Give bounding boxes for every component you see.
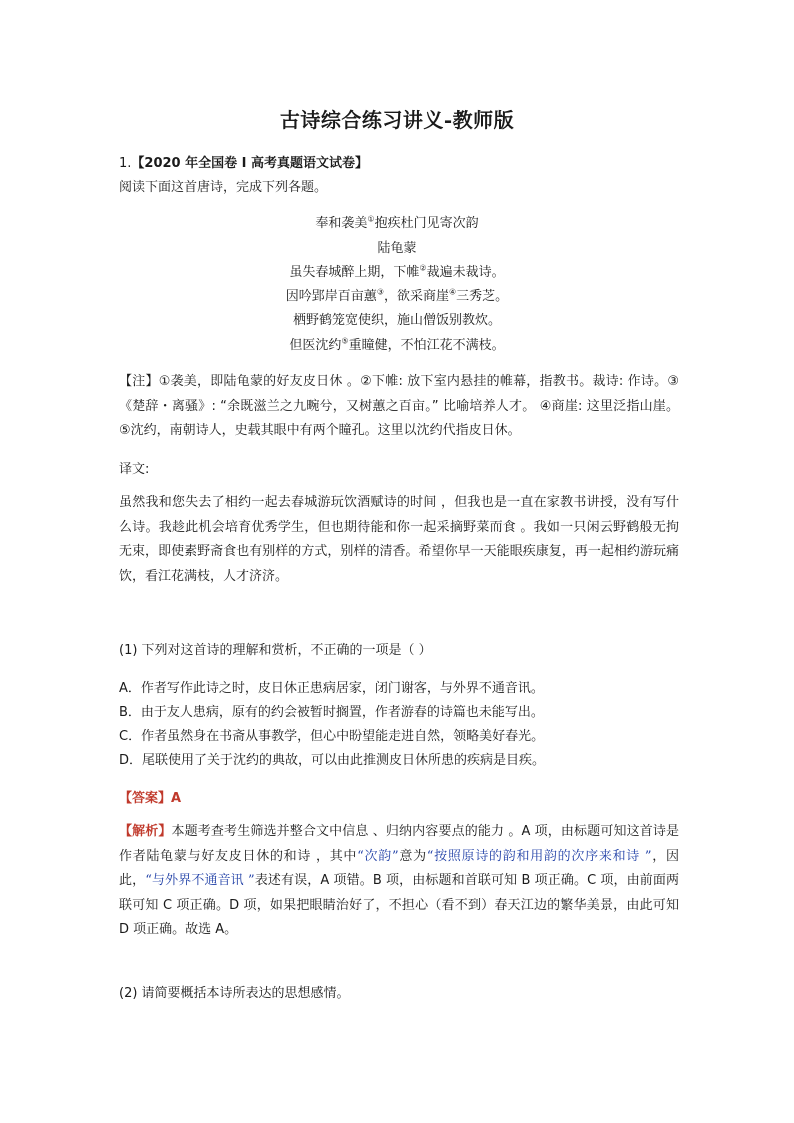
question-number: 1. (119, 156, 132, 171)
option-c: C．作者虽然身在书斋从事教学，但心中盼望能走进自然，领略美好春光。 (119, 729, 545, 744)
question-source: 【2020 年全国卷 I 高考真题语文试卷】 (131, 156, 369, 171)
answer-label: 【答案】 (119, 791, 172, 806)
translation-label: 译文: (119, 462, 150, 477)
poem-text: ，欲采商崖 (383, 289, 449, 304)
sub-question-1: (1) 下列对这首诗的理解和赏析，不正确的一项是（ ） (119, 643, 432, 658)
poem-line-3: 栖野鹤笼宽使织，施山僧饭别教炊。 (292, 313, 501, 328)
option-a: A．作者写作此诗之时，皮日休正患病居家，闭门谢客，与外界不通音讯。 (119, 681, 544, 696)
poem-text: 重瞳健，不怕江花不满枝。 (348, 338, 505, 353)
note-mark: ② (419, 263, 427, 273)
answer-value: A (171, 791, 182, 806)
poem-text: 因吟郢岸百亩蕙 (285, 289, 377, 304)
analysis-quote: “次韵” (357, 848, 399, 864)
analysis-text: ，因此， (119, 848, 679, 888)
question-instruction: 阅读下面这首唐诗，完成下列各题。 (119, 180, 328, 195)
analysis-quote: “按照原诗的韵和用韵的次序来和诗 ” (426, 848, 652, 864)
note-mark: ⑤ (341, 336, 349, 346)
sub-question-2: (2) 请简要概括本诗所表达的思想感情。 (119, 986, 350, 1001)
question-source-line (119, 155, 368, 173)
poem-line-4 (0, 337, 794, 355)
note-mark: ③ (376, 287, 384, 297)
poem-title-part: 抱疾杜门见寄次韵 (374, 216, 479, 231)
answer-line (119, 790, 181, 808)
poem-text: 虽失春城醉上期，下帷 (289, 265, 420, 280)
poem-notes: 【注】①袭美，即陆龟蒙的好友皮日休 。②下帷: 放下室内悬挂的帷幕，指教书。裁诗: 作诗。③《楚辞・离骚》: “余既滋兰之九畹兮，又树蕙之百亩。” 比喻培养人才。 ④商崖: 这里泛指山崖。⑤沈约，南朝诗人，史载其眼中有两个瞳孔。这里以沈约代指皮日休。 (119, 374, 679, 438)
translation-text: 虽然我和您失去了相约一起去春城游玩饮酒赋诗的时间 ，但我也是一直在家教书讲授，没有写什么诗。我趁此机会培育优秀学生，但也期待能和你一起采摘野菜而食 。我如一只闲云野鹤般无拘无束，即使素野斋食也有别样的方式，别样的清香。希望你早一天能眼疾康复，再一起相约游玩痛饮，看江花满枝，人才济济。 (119, 495, 679, 584)
poem-title-part: 奉和袭美 (315, 216, 368, 231)
poem-author: 陆龟蒙 (377, 241, 417, 256)
page-title: 古诗综合练习讲义-教师版 (279, 108, 515, 132)
option-b: B．由于友人患病，原有的约会被暂时搁置，作者游春的诗篇也未能写出。 (119, 705, 544, 720)
poem-text: 三秀芝。 (456, 289, 509, 304)
analysis-text: 意为 (398, 848, 427, 864)
poem-title (0, 215, 794, 233)
analysis-text: 表述有误，A 项错。B 项，由标题和首联可知 B 项正确。C 项，由前面两联可知 C 项正确。D 项，如果把眼睛治好了，不担心（看不到）春天江边的繁华美景，由此可知 D 项正确。故选 A。 (119, 873, 679, 937)
option-d: D．尾联使用了关于沈约的典故，可以由此推测皮日休所患的疾病是目疾。 (119, 753, 546, 768)
analysis-paragraph (119, 820, 679, 943)
note-mark: ① (367, 214, 375, 224)
poem-line-2 (0, 288, 794, 306)
analysis-quote: “与外界不通音讯 ” (145, 873, 255, 888)
poem-text: 但医沈约 (289, 338, 342, 353)
note-mark: ④ (449, 287, 457, 297)
poem-line-1 (0, 264, 794, 282)
poem-text: 裁遍未裁诗。 (426, 265, 505, 280)
analysis-text: 本题考查考生筛选并整合文中信息 、归纳内容要点的能力 。A 项，由标题可知这首诗是作者陆龟蒙与好友皮日休的和诗 ，其中 (119, 824, 679, 864)
analysis-label: 【解析】 (119, 824, 172, 839)
